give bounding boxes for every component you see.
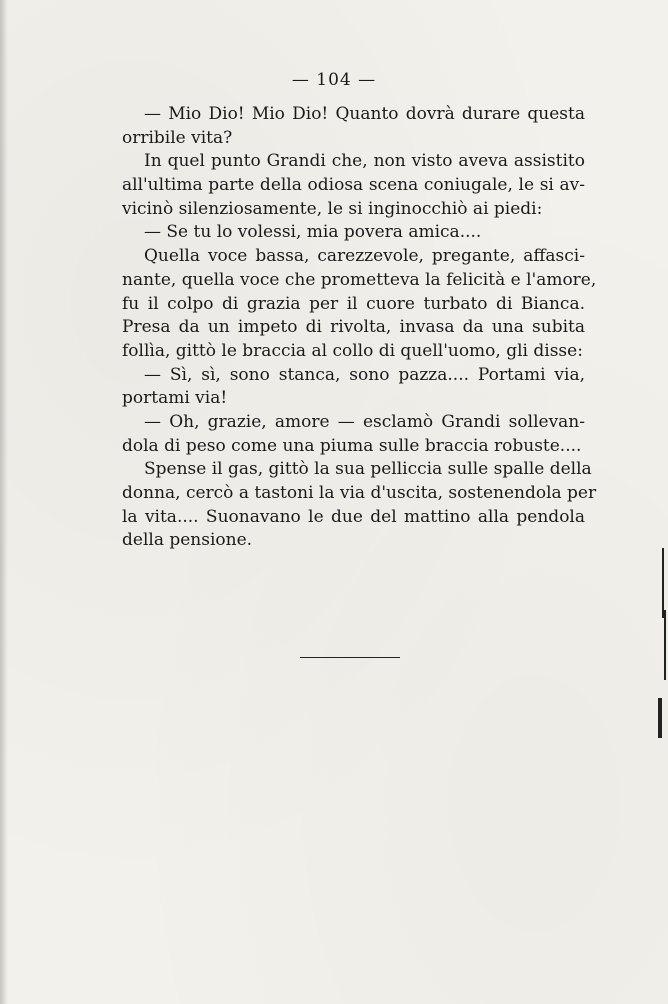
text-line: Presa da un impeto di rivolta, invasa da una subita — [122, 317, 585, 338]
text-line: orribile vita? — [122, 127, 233, 148]
text-line: — Oh, grazie, amore — esclamò Grandi sollevan- — [144, 411, 585, 432]
text-line: — Se tu lo volessi, mia povera amica.... — [144, 222, 482, 243]
text-line: In quel punto Grandi che, non visto aveva assistito — [144, 151, 585, 172]
page-binding-shadow — [0, 0, 8, 1004]
text-line: follìa, gittò le braccia al collo di quell'uomo, gli disse: — [122, 340, 583, 361]
text-line: la vita.... Suonavano le due del mattino alla pendola — [122, 506, 585, 527]
page-number: — 104 — — [291, 70, 377, 90]
text-line: vicinò silenziosamente, le si inginocchiò ai piedi: — [122, 198, 543, 219]
text-line: Spense il gas, gittò la sua pelliccia sulle spalle della — [144, 459, 592, 480]
text-line: — Sì, sì, sono stanca, sono pazza.... Portami via, — [144, 364, 585, 385]
text-line: nante, quella voce che prometteva la felicità e l'amore, — [122, 269, 597, 290]
text-line: fu il colpo di grazia per il cuore turbato di Bianca. — [122, 293, 585, 314]
page-edge-mark — [662, 548, 664, 618]
text-line: donna, cercò a tastoni la via d'uscita, sostenendola per — [122, 483, 597, 503]
body-text — [122, 103, 597, 553]
section-rule — [300, 657, 400, 658]
text-line: all'ultima parte della odiosa scena coniugale, le si av- — [122, 175, 585, 196]
text-line: — Mio Dio! Mio Dio! Quanto dovrà durare questa — [144, 104, 585, 124]
page-edge-mark — [658, 698, 662, 738]
text-line: dola di peso come una piuma sulle braccia robuste.... — [122, 435, 582, 456]
text-line: Quella voce bassa, carezzevole, pregante, affasci- — [144, 246, 585, 267]
text-line: portami via! — [122, 388, 228, 409]
text-line: della pensione. — [122, 530, 253, 551]
page-edge-mark — [664, 610, 666, 680]
